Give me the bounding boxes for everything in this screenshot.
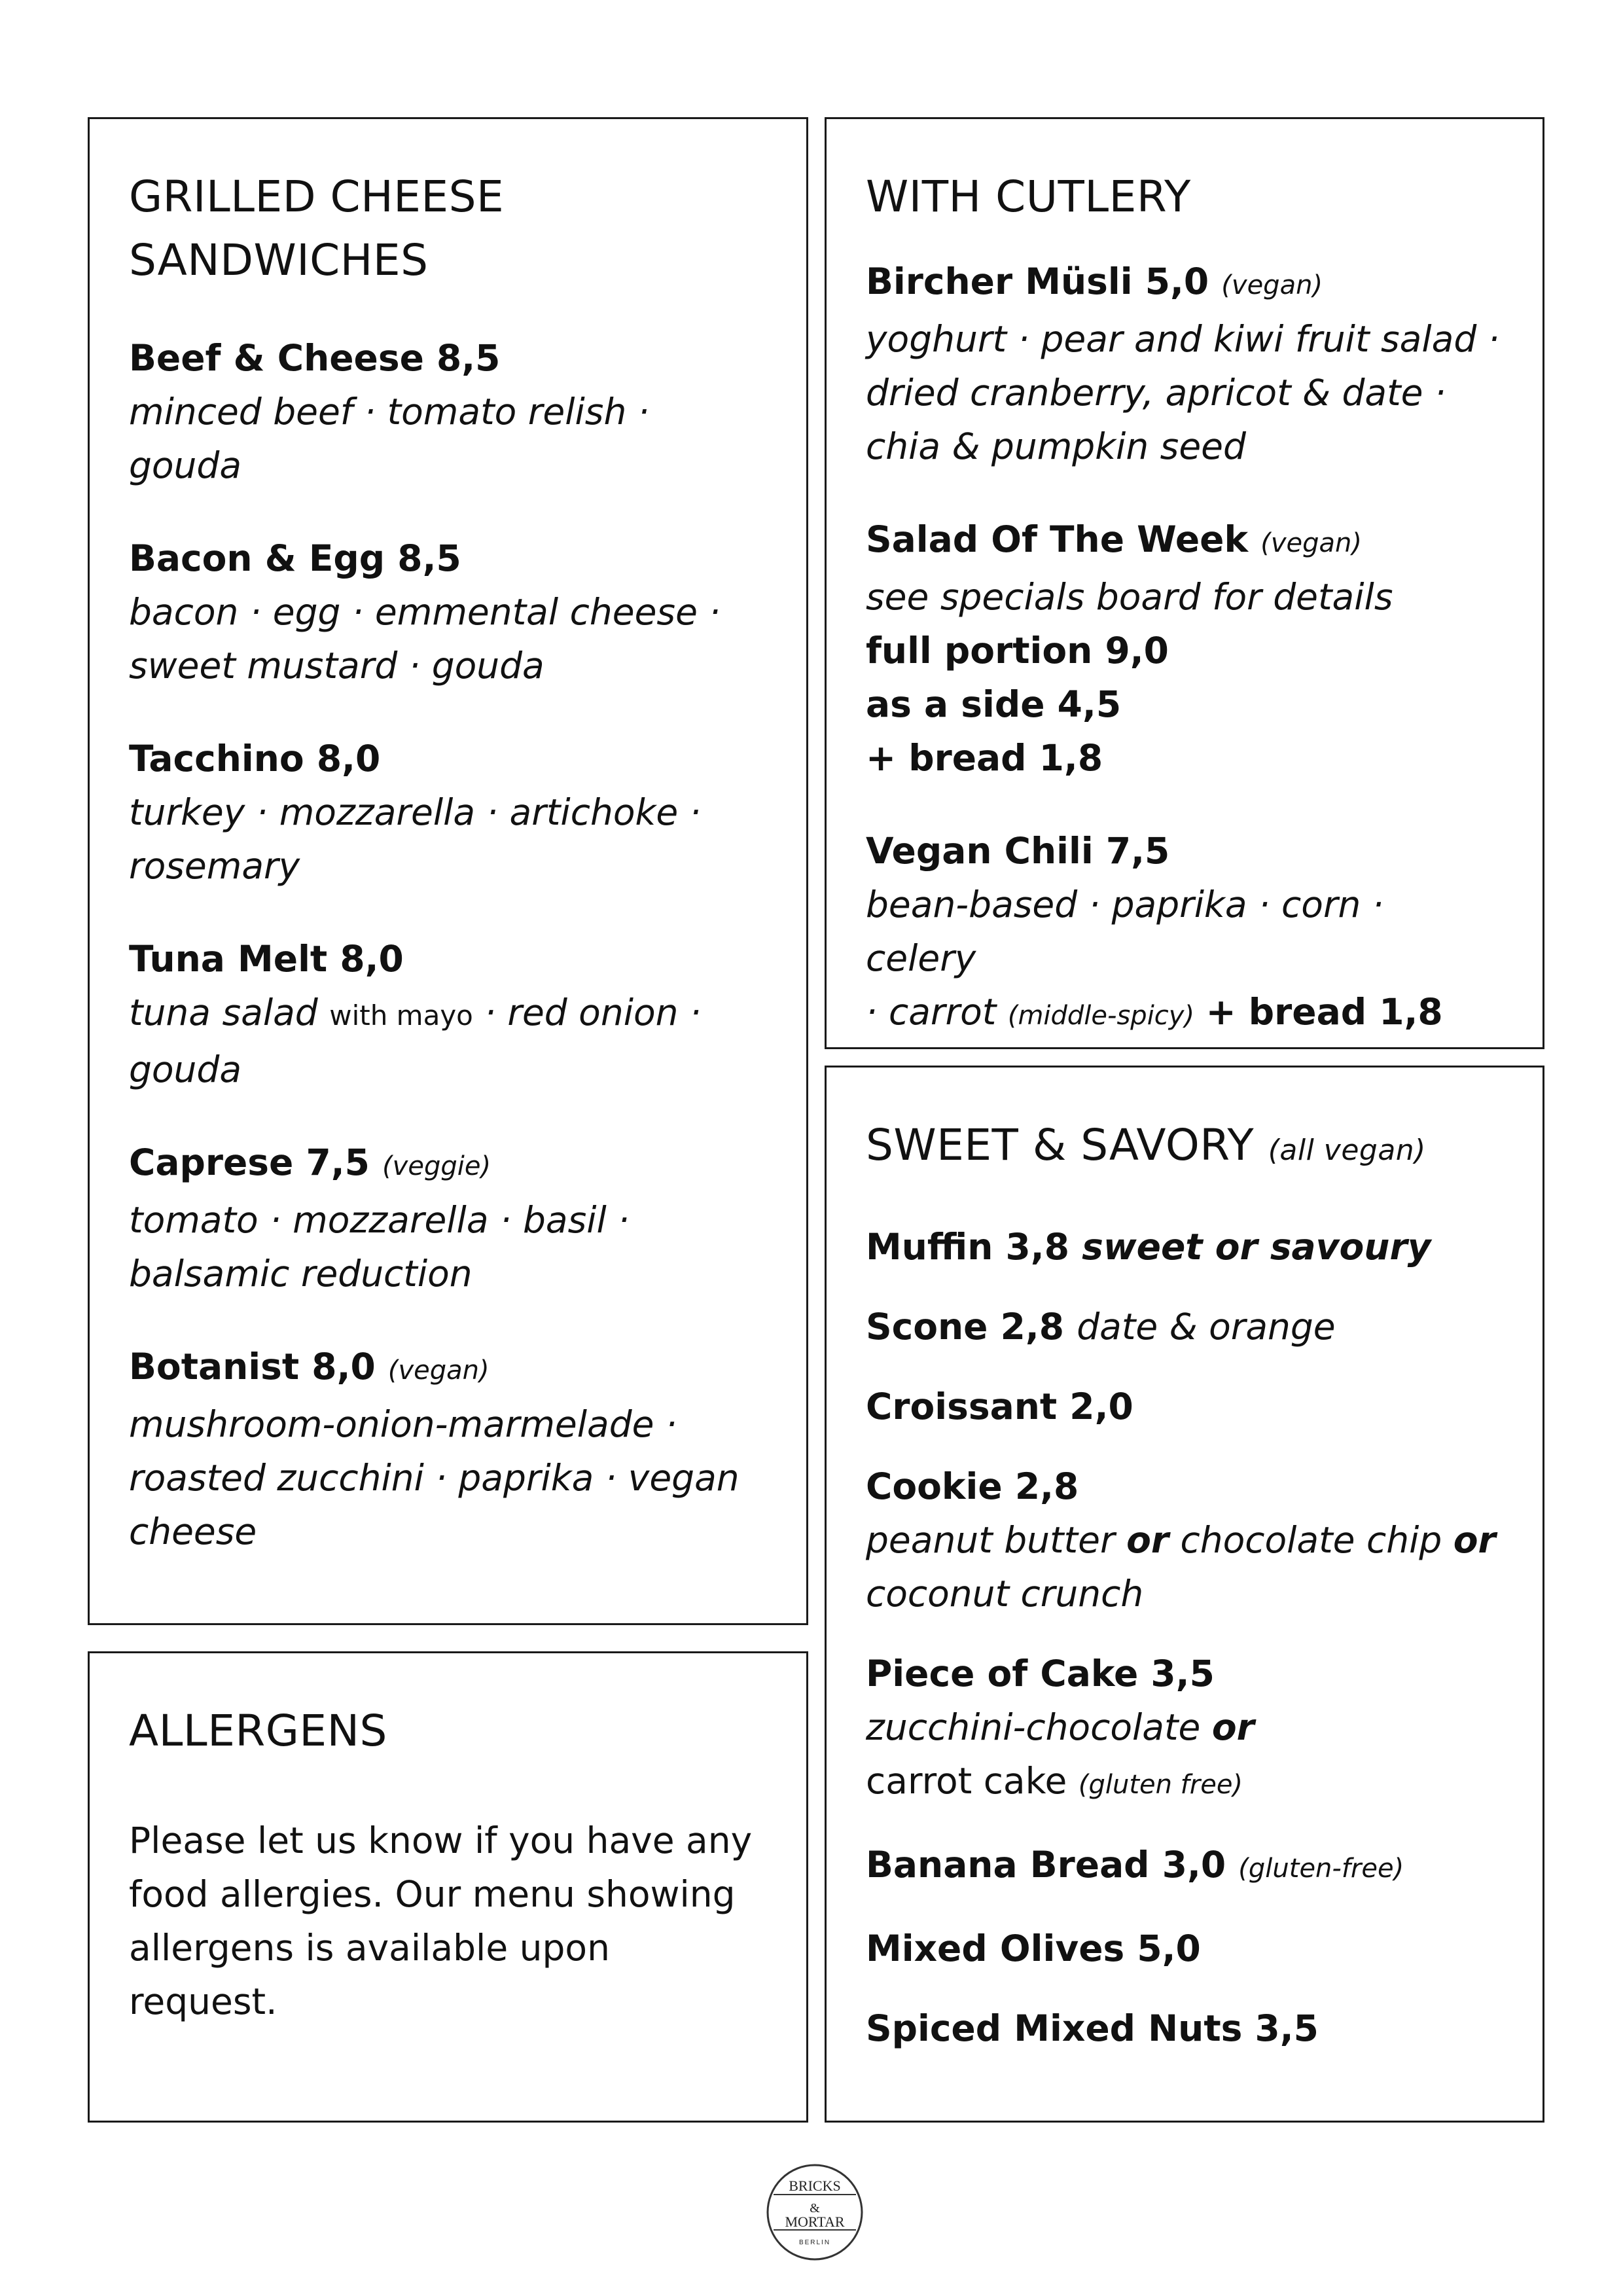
allergens-section <box>88 1651 808 2123</box>
bricks-mortar-logo <box>766 2163 864 2261</box>
menu-item-tacchino: Tacchino 8,0 turkey · mozzarella · artichoke · rosemary <box>129 738 702 887</box>
menu-item-beef-cheese: Beef & Cheese 8,5 minced beef · tomato relish · gouda <box>129 337 650 486</box>
logo-text: BRICKS <box>789 2178 841 2194</box>
menu-item-tuna-melt: Tuna Melt 8,0 tuna salad with mayo · red onion · gouda <box>129 938 702 1090</box>
section-heading: ALLERGENS <box>129 1706 387 1756</box>
menu-item-banana-bread: Banana Bread 3,0 (gluten-free) <box>866 1844 1404 1886</box>
menu-item-piece-of-cake: Piece of Cake 3,5 zucchini-chocolate or carrot cake (gluten free) <box>866 1653 1255 1802</box>
menu-item-scone: Scone 2,8 date & orange <box>866 1306 1336 1348</box>
logo-text: MORTAR <box>785 2214 845 2230</box>
with-cutlery-section <box>825 117 1544 1049</box>
grilled-cheese-section <box>88 117 808 1625</box>
sweet-savory-section <box>825 1066 1544 2123</box>
section-heading: GRILLED CHEESE SANDWICHES <box>129 171 505 285</box>
menu-item-spiced-mixed-nuts: Spiced Mixed Nuts 3,5 <box>866 2007 1319 2049</box>
menu-item-muffin: Muffin 3,8 sweet or savoury <box>866 1226 1431 1268</box>
menu-item-vegan-chili: Vegan Chili 7,5 bean-based · paprika · corn · celery · carrot (middle-spicy) + bread 1,8 <box>866 830 1443 1033</box>
menu-item-bircher-muesli: Bircher Müsli 5,0 (vegan) yoghurt · pear and kiwi fruit salad · dried cranberry, apricot & date · chia & pumpkin seed <box>866 260 1500 467</box>
logo-text: & <box>810 2201 820 2215</box>
menu-item-caprese: Caprese 7,5 (veggie) tomato · mozzarella · basil · balsamic reduction <box>129 1141 630 1295</box>
menu-item-bacon-egg: Bacon & Egg 8,5 bacon · egg · emmental cheese · sweet mustard · gouda <box>129 537 721 687</box>
menu-item-croissant: Croissant 2,0 <box>866 1386 1133 1427</box>
logo-text: BERLIN <box>798 2239 831 2246</box>
section-heading: SWEET & SAVORY (all vegan) <box>866 1120 1426 1170</box>
menu-item-botanist: Botanist 8,0 (vegan) mushroom-onion-marmelade · roasted zucchini · paprika · vegan cheese <box>129 1346 740 1552</box>
menu-item-mixed-olives: Mixed Olives 5,0 <box>866 1928 1201 1969</box>
menu-item-salad-of-the-week: Salad Of The Week (vegan) see specials board for details full portion 9,0 as a side 4,5 + bread 1,8 <box>866 518 1393 779</box>
section-heading: WITH CUTLERY <box>866 171 1191 222</box>
allergens-text: Please let us know if you have any food allergies. Our menu showing allergens is available upon request. <box>129 1820 753 2022</box>
menu-item-cookie: Cookie 2,8 peanut butter or chocolate chip or coconut crunch <box>866 1465 1496 1615</box>
